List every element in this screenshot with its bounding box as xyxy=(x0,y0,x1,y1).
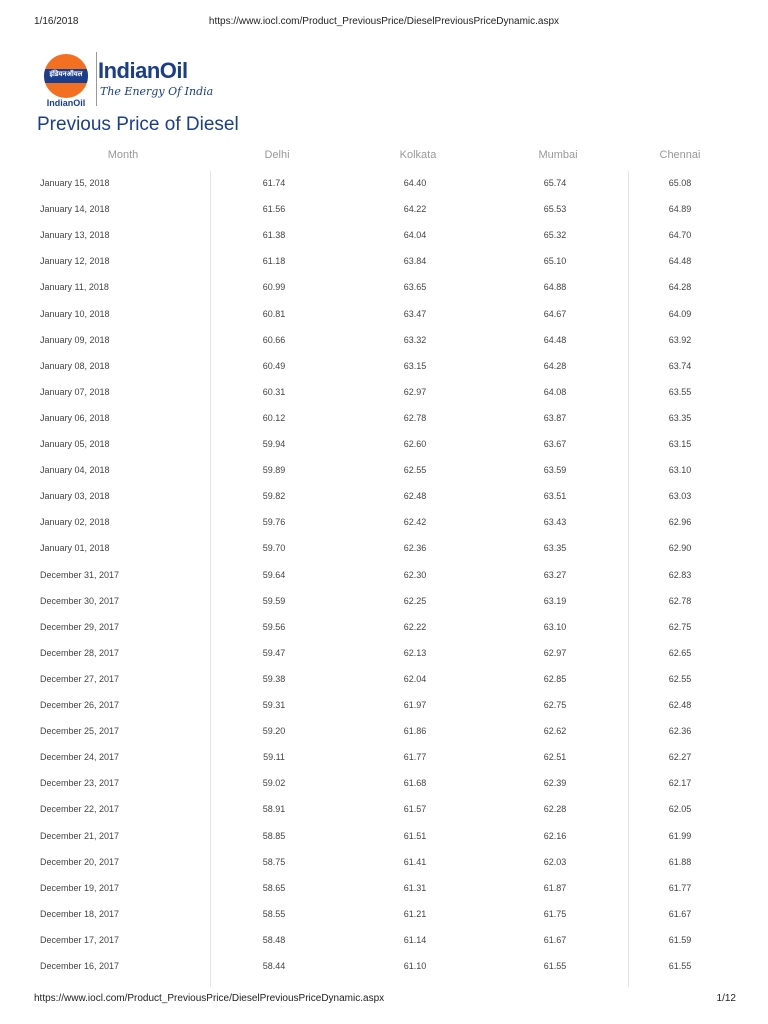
table-row xyxy=(0,171,768,197)
table-row xyxy=(0,667,768,693)
cell-chennai: 62.48 xyxy=(668,700,692,710)
cell-chennai: 62.83 xyxy=(668,569,692,580)
cell-delhi: 60.99 xyxy=(262,282,286,293)
cell-mumbai: 64.48 xyxy=(543,334,567,345)
cell-month: December 20, 2017 xyxy=(40,856,120,867)
cell-month: December 22, 2017 xyxy=(40,804,120,815)
cell-month: January 04, 2018 xyxy=(40,465,110,476)
cell-chennai: 64.48 xyxy=(668,256,692,267)
indianoil-logo[interactable] xyxy=(40,50,240,108)
cell-chennai: 63.35 xyxy=(668,412,692,423)
footer-url: https://www.iocl.com/Product_PreviousPrice/DieselPreviousPriceDynamic.aspx xyxy=(34,993,385,1004)
cell-mumbai: 63.35 xyxy=(543,543,567,554)
cell-delhi: 60.49 xyxy=(262,360,286,371)
cell-chennai: 61.59 xyxy=(668,934,692,945)
cell-kolkata: 62.97 xyxy=(403,386,427,397)
cell-delhi: 59.56 xyxy=(262,621,286,632)
cell-delhi: 58.55 xyxy=(262,908,286,919)
table-row xyxy=(0,197,768,223)
table-row xyxy=(0,615,768,641)
cell-chennai: 61.88 xyxy=(668,856,692,867)
cell-mumbai: 63.27 xyxy=(543,569,567,580)
cell-kolkata: 64.40 xyxy=(403,178,427,188)
cell-delhi: 59.47 xyxy=(262,647,286,658)
cell-chennai: 62.36 xyxy=(668,726,692,737)
cell-kolkata: 62.55 xyxy=(403,465,427,476)
cell-month: December 21, 2017 xyxy=(40,830,120,841)
column-header-mumbai: Mumbai xyxy=(538,149,578,161)
cell-month: January 11, 2018 xyxy=(40,282,109,293)
cell-month: December 29, 2017 xyxy=(40,621,120,632)
page-title: Previous Price of Diesel xyxy=(37,114,239,135)
cell-delhi: 59.11 xyxy=(263,752,285,763)
cell-kolkata: 62.36 xyxy=(403,543,427,554)
cell-chennai: 65.08 xyxy=(668,178,692,188)
cell-kolkata: 61.21 xyxy=(403,908,427,919)
cell-kolkata: 62.04 xyxy=(403,673,427,684)
cell-chennai: 63.03 xyxy=(668,491,692,502)
table-row xyxy=(0,328,768,354)
cell-delhi: 61.38 xyxy=(262,230,286,241)
cell-mumbai: 64.88 xyxy=(543,282,567,293)
cell-chennai: 62.75 xyxy=(668,621,692,632)
cell-kolkata: 63.47 xyxy=(403,308,427,319)
cell-delhi: 58.65 xyxy=(262,882,286,893)
table-row xyxy=(0,406,768,432)
cell-mumbai: 63.19 xyxy=(543,595,567,606)
cell-delhi: 59.59 xyxy=(262,595,286,606)
cell-kolkata: 63.32 xyxy=(403,334,427,345)
cell-chennai: 63.55 xyxy=(668,386,692,397)
table-row xyxy=(0,380,768,406)
cell-mumbai: 63.10 xyxy=(543,621,567,632)
cell-mumbai: 65.32 xyxy=(543,230,567,241)
emblem-band xyxy=(44,69,88,83)
cell-mumbai: 62.75 xyxy=(543,700,567,710)
cell-delhi: 59.31 xyxy=(262,700,286,710)
cell-month: December 25, 2017 xyxy=(40,726,120,737)
cell-month: December 31, 2017 xyxy=(40,569,120,580)
cell-kolkata: 61.51 xyxy=(403,830,427,841)
cell-month: December 17, 2017 xyxy=(40,934,120,945)
cell-mumbai: 62.97 xyxy=(543,647,567,658)
cell-chennai: 62.96 xyxy=(668,517,692,528)
cell-chennai: 62.90 xyxy=(668,543,692,554)
cell-delhi: 60.66 xyxy=(262,334,286,345)
cell-delhi: 61.56 xyxy=(262,204,286,215)
cell-kolkata: 61.68 xyxy=(403,778,427,789)
table-row xyxy=(0,954,768,980)
cell-delhi: 59.94 xyxy=(262,439,286,449)
cell-kolkata: 64.22 xyxy=(403,204,427,215)
table-row xyxy=(0,928,768,954)
cell-mumbai: 61.75 xyxy=(543,908,567,919)
cell-month: December 28, 2017 xyxy=(40,647,120,658)
cell-kolkata: 62.30 xyxy=(403,569,427,580)
cell-mumbai: 63.43 xyxy=(543,517,567,528)
logo-divider xyxy=(96,52,97,106)
cell-month: December 19, 2017 xyxy=(40,882,120,893)
print-date: 1/16/2018 xyxy=(34,16,79,27)
cell-delhi: 60.81 xyxy=(262,308,286,319)
cell-chennai: 63.15 xyxy=(668,439,692,449)
cell-delhi: 60.31 xyxy=(262,386,286,397)
cell-month: January 06, 2018 xyxy=(40,412,110,423)
cell-delhi: 59.64 xyxy=(262,569,286,580)
cell-month: January 15, 2018 xyxy=(40,178,110,188)
cell-month: December 27, 2017 xyxy=(40,673,120,684)
table-row xyxy=(0,275,768,301)
cell-mumbai: 63.59 xyxy=(543,465,567,476)
cell-mumbai: 64.67 xyxy=(543,308,567,319)
cell-chennai: 63.10 xyxy=(668,465,692,476)
cell-mumbai: 63.67 xyxy=(543,439,567,449)
cell-delhi: 61.74 xyxy=(262,178,286,188)
cell-month: January 07, 2018 xyxy=(40,386,110,397)
cell-mumbai: 61.87 xyxy=(543,882,567,893)
table-row xyxy=(0,771,768,797)
cell-kolkata: 61.86 xyxy=(403,726,427,737)
print-header xyxy=(0,16,768,30)
table-row xyxy=(0,484,768,510)
cell-delhi: 60.12 xyxy=(262,412,286,423)
table-row xyxy=(0,745,768,771)
cell-delhi: 59.76 xyxy=(262,517,286,528)
cell-delhi: 59.70 xyxy=(262,543,286,554)
cell-kolkata: 64.04 xyxy=(403,230,427,241)
cell-chennai: 64.89 xyxy=(668,204,692,215)
cell-chennai: 62.55 xyxy=(668,673,692,684)
column-header-chennai: Chennai xyxy=(659,149,701,161)
cell-delhi: 59.82 xyxy=(262,491,286,502)
cell-chennai: 63.92 xyxy=(668,334,692,345)
cell-kolkata: 62.48 xyxy=(403,491,427,502)
cell-month: January 02, 2018 xyxy=(40,517,110,528)
cell-mumbai: 63.87 xyxy=(543,412,567,423)
cell-delhi: 58.85 xyxy=(262,830,286,841)
table-row xyxy=(0,432,768,458)
print-url: https://www.iocl.com/Product_PreviousPrice/DieselPreviousPriceDynamic.aspx xyxy=(208,16,560,27)
cell-chennai: 62.17 xyxy=(668,778,692,789)
cell-mumbai: 62.62 xyxy=(543,726,567,737)
cell-chennai: 61.55 xyxy=(668,961,692,971)
cell-month: January 14, 2018 xyxy=(40,204,110,215)
cell-month: December 23, 2017 xyxy=(40,778,120,789)
cell-kolkata: 61.77 xyxy=(403,752,427,763)
cell-mumbai: 62.16 xyxy=(543,830,567,841)
cell-chennai: 62.78 xyxy=(668,595,692,606)
table-row xyxy=(0,536,768,562)
table-row xyxy=(0,641,768,667)
cell-delhi: 59.89 xyxy=(262,465,286,476)
table-row xyxy=(0,458,768,484)
cell-month: January 13, 2018 xyxy=(40,230,110,241)
cell-month: December 18, 2017 xyxy=(40,908,120,919)
cell-mumbai: 64.28 xyxy=(543,360,567,371)
page-number: 1/12 xyxy=(716,993,736,1004)
cell-kolkata: 63.65 xyxy=(403,282,427,293)
cell-kolkata: 63.15 xyxy=(403,360,427,371)
cell-delhi: 58.75 xyxy=(262,856,286,867)
cell-mumbai: 63.51 xyxy=(543,491,567,502)
table-row xyxy=(0,354,768,380)
cell-month: January 01, 2018 xyxy=(40,543,110,554)
table-row xyxy=(0,563,768,589)
cell-delhi: 61.18 xyxy=(262,256,286,267)
cell-month: December 16, 2017 xyxy=(40,961,120,971)
cell-chennai: 62.27 xyxy=(668,752,692,763)
table-row xyxy=(0,223,768,249)
cell-kolkata: 62.13 xyxy=(403,647,427,658)
cell-chennai: 64.09 xyxy=(668,308,692,319)
cell-mumbai: 62.85 xyxy=(543,673,567,684)
cell-mumbai: 61.55 xyxy=(543,961,567,971)
cell-chennai: 64.28 xyxy=(668,282,692,293)
cell-delhi: 59.38 xyxy=(262,673,286,684)
cell-month: December 26, 2017 xyxy=(40,700,120,710)
column-header-kolkata: Kolkata xyxy=(399,149,437,161)
cell-month: January 09, 2018 xyxy=(40,334,110,345)
cell-delhi: 58.48 xyxy=(262,934,286,945)
table-row xyxy=(0,719,768,745)
cell-month: January 10, 2018 xyxy=(40,308,110,319)
cell-mumbai: 62.39 xyxy=(543,778,567,789)
table-row xyxy=(0,797,768,823)
cell-mumbai: 62.28 xyxy=(543,804,567,815)
cell-month: January 03, 2018 xyxy=(40,491,110,502)
cell-chennai: 64.70 xyxy=(668,230,692,241)
logo-tagline: The Energy Of India xyxy=(100,85,214,98)
cell-mumbai: 64.08 xyxy=(543,386,567,397)
cell-month: January 05, 2018 xyxy=(40,439,110,449)
cell-month: January 08, 2018 xyxy=(40,360,110,371)
cell-mumbai: 65.74 xyxy=(543,178,567,188)
table-row xyxy=(0,249,768,275)
cell-mumbai: 65.53 xyxy=(543,204,567,215)
cell-kolkata: 61.14 xyxy=(403,934,427,945)
table-row xyxy=(0,693,768,719)
cell-chennai: 61.77 xyxy=(668,882,692,893)
cell-mumbai: 65.10 xyxy=(543,256,567,267)
cell-kolkata: 61.10 xyxy=(403,961,427,971)
cell-kolkata: 61.31 xyxy=(403,882,427,893)
cell-delhi: 58.44 xyxy=(262,961,286,971)
cell-month: December 30, 2017 xyxy=(40,595,120,606)
cell-chennai: 63.74 xyxy=(668,360,692,371)
indianoil-emblem-icon xyxy=(44,54,88,98)
cell-kolkata: 61.41 xyxy=(403,856,427,867)
cell-kolkata: 62.42 xyxy=(403,517,427,528)
cell-mumbai: 61.67 xyxy=(543,934,567,945)
cell-kolkata: 61.97 xyxy=(403,700,427,710)
cell-month: December 24, 2017 xyxy=(40,752,120,763)
cell-chennai: 61.67 xyxy=(668,908,692,919)
table-row xyxy=(0,302,768,328)
cell-kolkata: 61.57 xyxy=(403,804,427,815)
table-row xyxy=(0,510,768,536)
cell-kolkata: 62.22 xyxy=(403,621,427,632)
logo-subtitle: IndianOil xyxy=(46,98,86,108)
cell-mumbai: 62.51 xyxy=(543,752,567,763)
column-header-month: Month xyxy=(107,149,139,161)
cell-delhi: 58.91 xyxy=(262,804,286,815)
cell-month: January 12, 2018 xyxy=(40,256,110,267)
cell-chennai: 61.99 xyxy=(668,830,692,841)
column-header-delhi: Delhi xyxy=(264,149,290,161)
cell-kolkata: 62.78 xyxy=(403,412,427,423)
table-row xyxy=(0,902,768,928)
cell-delhi: 59.02 xyxy=(262,778,286,789)
cell-kolkata: 62.60 xyxy=(403,439,427,449)
cell-chennai: 62.65 xyxy=(668,647,692,658)
cell-kolkata: 63.84 xyxy=(403,256,427,267)
cell-chennai: 62.05 xyxy=(668,804,692,815)
table-row xyxy=(0,850,768,876)
cell-mumbai: 62.03 xyxy=(543,856,567,867)
logo-wordmark: IndianOil xyxy=(98,58,188,83)
table-row xyxy=(0,824,768,850)
table-row xyxy=(0,876,768,902)
cell-delhi: 59.20 xyxy=(262,726,286,737)
table-row xyxy=(0,589,768,615)
cell-kolkata: 62.25 xyxy=(403,595,427,606)
emblem-hindi-text: इंडियनऑयल xyxy=(49,71,83,78)
